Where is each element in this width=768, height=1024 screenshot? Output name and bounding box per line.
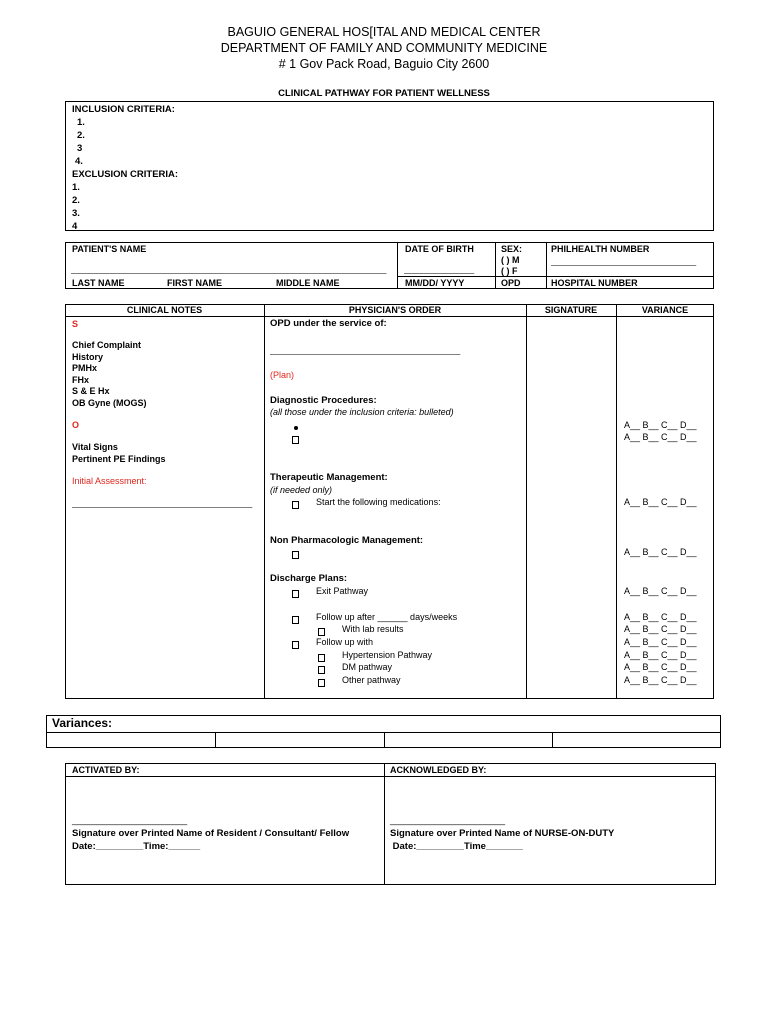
department-name: DEPARTMENT OF FAMILY AND COMMUNITY MEDICINE [220, 41, 548, 55]
acknowledged-by-label: ACKNOWLEDGED BY: [390, 765, 487, 775]
hospital-name: BAGUIO GENERAL HOS[ITAL AND MEDICAL CENTER [227, 25, 541, 39]
inclusion-item-3: 3 [77, 143, 83, 154]
non-pharma-checkbox[interactable] [292, 546, 299, 564]
exit-pathway-label: Exit Pathway [316, 586, 369, 596]
variance-options[interactable]: A__ B__ C__ D__ [624, 497, 697, 507]
non-pharma-title: Non Pharmacologic Management: [270, 535, 424, 546]
variance-options[interactable]: A__ B__ C__ D__ [624, 662, 697, 672]
variance-options[interactable]: A__ B__ C__ D__ [624, 650, 697, 660]
variance-options[interactable]: A__ B__ C__ D__ [624, 420, 697, 430]
patient-name-line[interactable]: _______________________________________________________________ [71, 264, 387, 274]
dob-format: MM/DD/ YYYY [405, 278, 465, 288]
hospital-address: # 1 Gov Pack Road, Baguio City 2600 [278, 57, 490, 71]
vital-signs-label: Vital Signs [72, 442, 118, 452]
exclusion-item-4: 4 [72, 221, 78, 232]
variance-header: VARIANCE [641, 305, 689, 315]
pe-findings-label: Pertinent PE Findings [72, 454, 166, 464]
sex-female-option[interactable]: ( ) F [501, 266, 518, 276]
history-label: History [72, 352, 104, 362]
other-pathway-checkbox[interactable] [318, 674, 325, 692]
diagnostic-note: (all those under the inclusion criteria: bulleted) [270, 407, 454, 417]
sex-male-option[interactable]: ( ) M [501, 255, 520, 265]
other-pathway-label: Other pathway [342, 675, 401, 685]
variance-options[interactable]: A__ B__ C__ D__ [624, 586, 697, 596]
variance-cell-2[interactable] [216, 733, 383, 747]
inclusion-item-1: 1. [77, 117, 85, 128]
variance-options[interactable]: A__ B__ C__ D__ [624, 675, 697, 685]
fhx-label: FHx [72, 375, 90, 385]
diagnostic-title: Diagnostic Procedures: [270, 395, 377, 406]
exit-pathway-checkbox[interactable] [292, 585, 299, 603]
variance-options[interactable]: A__ B__ C__ D__ [624, 612, 697, 622]
initial-assessment-label: Initial Assessment: [72, 476, 147, 486]
chief-complaint-label: Chief Complaint [72, 340, 141, 350]
hypertension-pathway-label: Hypertension Pathway [342, 650, 433, 660]
nurse-signature-line[interactable]: _______________________ [390, 815, 506, 825]
objective-label: O [72, 420, 80, 430]
exclusion-item-1: 1. [72, 182, 80, 193]
therapeutic-note: (if needed only) [270, 485, 333, 495]
nurse-signature-label: Signature over Printed Name of NURSE-ON-DUTY [390, 828, 615, 839]
follow-up-after-checkbox[interactable] [292, 611, 299, 629]
start-medications-label: Start the following medications: [316, 497, 441, 507]
variance-options[interactable]: A__ B__ C__ D__ [624, 624, 697, 634]
plan-label: (Plan) [270, 370, 295, 380]
diagnostic-checkbox[interactable] [292, 431, 299, 449]
variance-cell-3[interactable] [385, 733, 551, 747]
variance-options[interactable]: A__ B__ C__ D__ [624, 432, 697, 442]
dob-line[interactable]: ______________ [404, 264, 475, 274]
with-lab-label: With lab results [342, 624, 404, 634]
form-title: CLINICAL PATHWAY FOR PATIENT WELLNESS [278, 88, 490, 99]
exclusion-label: EXCLUSION CRITERIA: [72, 169, 179, 180]
follow-up-after-label: Follow up after ______ days/weeks [316, 612, 458, 622]
opd-service-line[interactable]: ______________________________________ [270, 345, 461, 355]
dob-label: DATE OF BIRTH [405, 244, 474, 254]
exclusion-item-2: 2. [72, 195, 80, 206]
variance-cell-4[interactable] [553, 733, 720, 747]
philhealth-line[interactable]: _____________________________ [551, 256, 697, 266]
physicians-order-header: PHYSICIAN'S ORDER [348, 305, 442, 315]
exclusion-item-3: 3. [72, 208, 80, 219]
therapeutic-title: Therapeutic Management: [270, 472, 388, 483]
activated-by-label: ACTIVATED BY: [72, 765, 140, 775]
assessment-line[interactable]: ____________________________________ [72, 498, 253, 508]
philhealth-label: PHILHEALTH NUMBER [551, 244, 650, 254]
resident-signature-line[interactable]: _______________________ [72, 815, 188, 825]
signature-header: SIGNATURE [544, 305, 598, 315]
resident-date-time[interactable]: Date:_________Time:______ [72, 841, 201, 852]
subjective-label: S [72, 319, 79, 329]
follow-up-with-label: Follow up with [316, 637, 374, 647]
dm-pathway-label: DM pathway [342, 662, 393, 672]
resident-signature-label: Signature over Printed Name of Resident / Consultant/ Fellow [72, 828, 350, 839]
hospital-number-label: HOSPITAL NUMBER [551, 278, 638, 288]
variance-options[interactable]: A__ B__ C__ D__ [624, 637, 697, 647]
variance-cell-1[interactable] [47, 733, 214, 747]
last-name-label: LAST NAME [72, 278, 125, 288]
opd-label: OPD [501, 278, 521, 288]
variances-title: Variances: [52, 716, 113, 730]
inclusion-item-2: 2. [77, 130, 85, 141]
discharge-title: Discharge Plans: [270, 573, 348, 584]
ob-gyne-label: OB Gyne (MOGS) [72, 398, 147, 408]
pmhx-label: PMHx [72, 363, 98, 373]
nurse-date-time[interactable]: Date:_________Time_______ [390, 841, 523, 852]
inclusion-label: INCLUSION CRITERIA: [72, 104, 175, 115]
opd-service-label: OPD under the service of: [270, 318, 387, 329]
clinical-notes-header: CLINICAL NOTES [126, 305, 203, 315]
middle-name-label: MIDDLE NAME [276, 278, 340, 288]
inclusion-item-4: 4. [75, 156, 83, 167]
patient-name-label: PATIENT'S NAME [72, 244, 147, 254]
follow-up-with-checkbox[interactable] [292, 636, 299, 654]
sex-label: SEX: [501, 244, 523, 254]
variance-options[interactable]: A__ B__ C__ D__ [624, 547, 697, 557]
first-name-label: FIRST NAME [167, 278, 222, 288]
medications-checkbox[interactable] [292, 496, 299, 514]
se-hx-label: S & E Hx [72, 386, 110, 396]
criteria-box [65, 101, 714, 231]
